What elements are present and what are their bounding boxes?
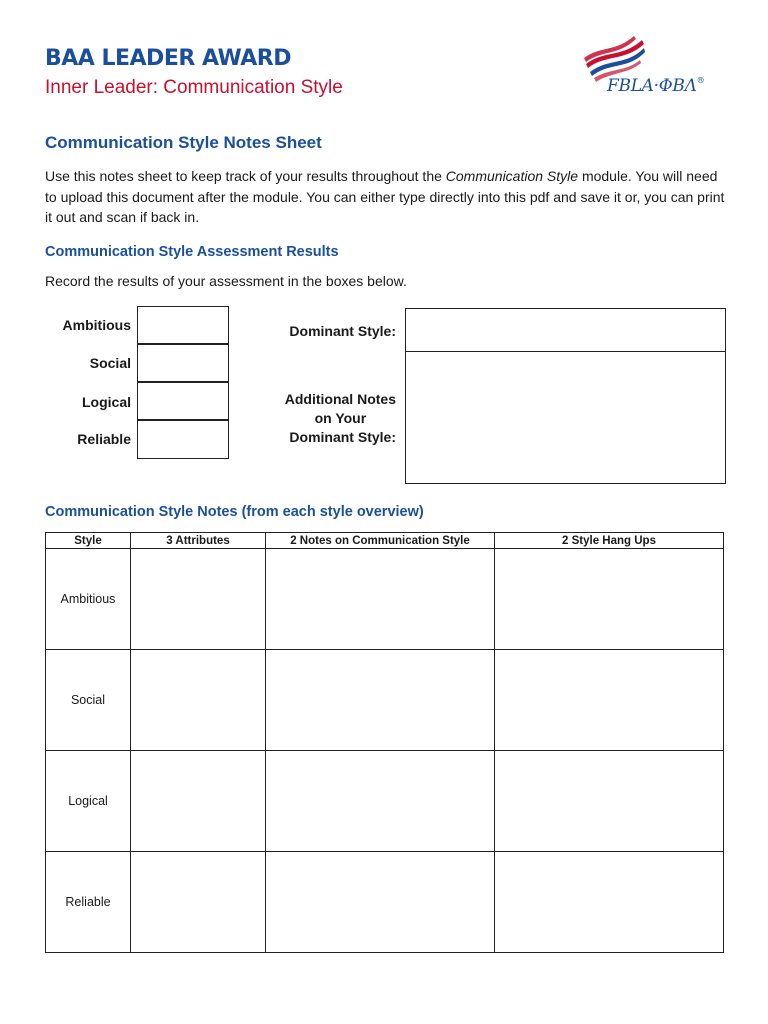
section-heading: Communication Style Notes Sheet [45,133,322,152]
notes-cell-reliable[interactable] [266,852,495,953]
notes-cell-social[interactable] [266,650,495,751]
row-label-logical: Logical [46,751,131,852]
dominant-style-label: Dominant Style: [289,323,396,339]
assessment-heading: Communication Style Assessment Results [45,244,339,260]
assessment-instruction: Record the results of your assessment in the boxes below. [45,273,407,289]
table-row [46,852,724,953]
attributes-cell-social[interactable] [131,650,266,751]
notes-table-heading: Communication Style Notes (from each style overview) [45,504,424,520]
flag-icon [582,32,724,82]
score-field-ambitious[interactable] [137,306,229,344]
document-subtitle: Inner Leader: Communication Style [45,77,343,98]
additional-notes-label: Additional Notes on Your Dominant Style: [284,391,396,445]
fbla-logo [582,32,724,98]
column-header-attributes: 3 Attributes [131,533,266,549]
document-title: BAA LEADER AWARD [45,46,291,71]
attributes-cell-ambitious[interactable] [131,549,266,650]
table-row [46,549,724,650]
attributes-cell-reliable[interactable] [131,852,266,953]
style-notes-table [45,532,724,953]
hang-ups-cell-logical[interactable] [495,751,724,852]
intro-paragraph: Use this notes sheet to keep track of your results throughout the Communication Style module. You will need to upload this document after the module. You can either type directly into this pdf and save it or, you can print it out and scan if back in. [45,168,725,225]
hang-ups-cell-social[interactable] [495,650,724,751]
notes-cell-logical[interactable] [266,751,495,852]
score-label-logical: Logical [81,394,131,410]
row-label-reliable: Reliable [46,852,131,953]
logo-wordmark: FBLA·ΦΒΛ® [607,76,705,96]
dominant-style-field[interactable] [405,308,726,352]
row-label-ambitious: Ambitious [46,549,131,650]
attributes-cell-logical[interactable] [131,751,266,852]
score-field-logical[interactable] [137,382,229,420]
table-row [46,751,724,852]
table-header-row [46,533,724,549]
hang-ups-cell-ambitious[interactable] [495,549,724,650]
score-label-social: Social [89,355,131,371]
score-field-social[interactable] [137,344,229,382]
additional-notes-field[interactable] [405,351,726,484]
row-label-social: Social [46,650,131,751]
score-label-reliable: Reliable [77,431,131,447]
table-row [46,650,724,751]
score-field-reliable[interactable] [137,420,229,459]
hang-ups-cell-reliable[interactable] [495,852,724,953]
column-header-notes: 2 Notes on Communication Style [266,533,495,549]
column-header-hang-ups: 2 Style Hang Ups [495,533,724,549]
column-header-style: Style [46,533,131,549]
score-label-ambitious: Ambitious [62,317,131,333]
notes-cell-ambitious[interactable] [266,549,495,650]
